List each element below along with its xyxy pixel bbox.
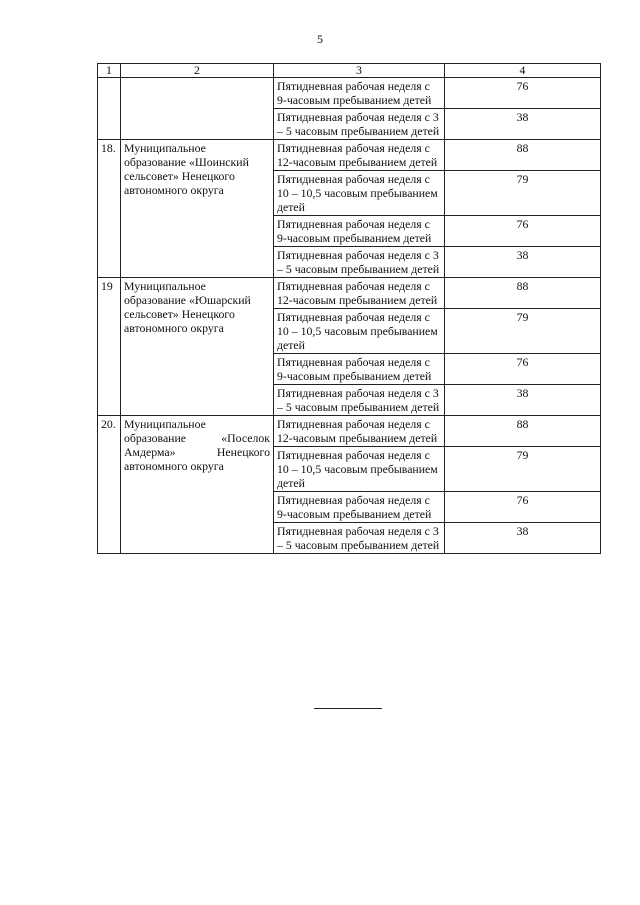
table-header-row [98, 64, 601, 78]
column-header: 1 [98, 64, 121, 78]
mode-cell: Пятидневная рабочая неделя с 9-часовым пребыванием детей [274, 78, 445, 109]
tariff-table [97, 63, 601, 554]
value-cell: 88 [445, 416, 601, 447]
organization-cell-empty [121, 78, 274, 140]
value-cell: 38 [445, 385, 601, 416]
mode-cell: Пятидневная рабочая неделя с 12-часовым пребыванием детей [274, 140, 445, 171]
value-cell: 79 [445, 171, 601, 216]
value-cell: 79 [445, 447, 601, 492]
mode-cell: Пятидневная рабочая неделя с 9-часовым пребыванием детей [274, 216, 445, 247]
mode-cell: Пятидневная рабочая неделя с 3 – 5 часовым пребыванием детей [274, 385, 445, 416]
table-row [98, 140, 601, 171]
mode-cell: Пятидневная рабочая неделя с 3 – 5 часовым пребыванием детей [274, 109, 445, 140]
mode-cell: Пятидневная рабочая неделя с 10 – 10,5 часовым пребыванием детей [274, 447, 445, 492]
value-cell: 38 [445, 109, 601, 140]
value-cell: 38 [445, 523, 601, 554]
table-row [98, 78, 601, 109]
closing-separator-line [314, 708, 382, 709]
value-cell: 88 [445, 140, 601, 171]
organization-cell: Муниципальное образование «Юшарский сельсовет» Ненецкого автономного округа [121, 278, 274, 416]
mode-cell: Пятидневная рабочая неделя с 12-часовым пребыванием детей [274, 278, 445, 309]
mode-cell: Пятидневная рабочая неделя с 12-часовым пребыванием детей [274, 416, 445, 447]
page-number: 5 [317, 32, 323, 46]
number-cell-empty [98, 78, 121, 140]
value-cell: 88 [445, 278, 601, 309]
mode-cell: Пятидневная рабочая неделя с 3 – 5 часовым пребыванием детей [274, 247, 445, 278]
mode-cell: Пятидневная рабочая неделя с 9-часовым пребыванием детей [274, 354, 445, 385]
value-cell: 79 [445, 309, 601, 354]
value-cell: 76 [445, 216, 601, 247]
mode-cell: Пятидневная рабочая неделя с 3 – 5 часовым пребыванием детей [274, 523, 445, 554]
organization-cell: Муниципальное образование «Шоинский сельсовет» Ненецкого автономного округа [121, 140, 274, 278]
number-cell: 19 [98, 278, 121, 416]
column-header: 3 [274, 64, 445, 78]
mode-cell: Пятидневная рабочая неделя с 9-часовым пребыванием детей [274, 492, 445, 523]
number-cell: 18. [98, 140, 121, 278]
column-header: 2 [121, 64, 274, 78]
table-row [98, 416, 601, 447]
value-cell: 38 [445, 247, 601, 278]
column-header: 4 [445, 64, 601, 78]
organization-cell: Муниципальное образование «Поселок Амдерма» Ненецкого автономного округа [121, 416, 274, 554]
value-cell: 76 [445, 354, 601, 385]
value-cell: 76 [445, 492, 601, 523]
mode-cell: Пятидневная рабочая неделя с 10 – 10,5 часовым пребыванием детей [274, 171, 445, 216]
table-row [98, 278, 601, 309]
value-cell: 76 [445, 78, 601, 109]
mode-cell: Пятидневная рабочая неделя с 10 – 10,5 часовым пребыванием детей [274, 309, 445, 354]
number-cell: 20. [98, 416, 121, 554]
